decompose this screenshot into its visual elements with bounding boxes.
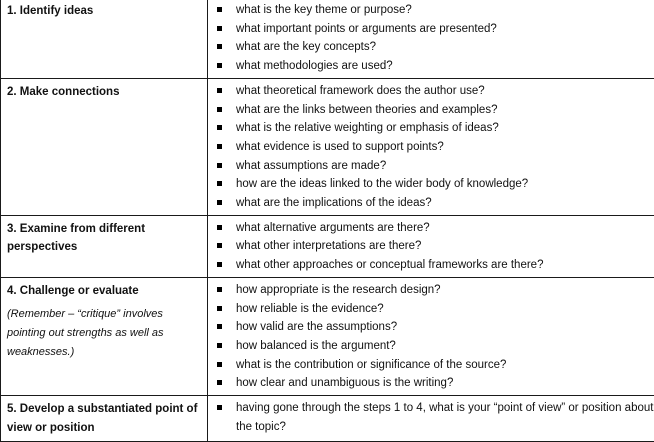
- step-title: 3. Examine from different perspectives: [7, 220, 201, 257]
- step-row: [1, 215, 654, 277]
- question-text: what theoretical framework does the author use?: [236, 85, 485, 97]
- question-text: what are the implications of the ideas?: [236, 197, 432, 209]
- question-item: [214, 101, 654, 120]
- square-bullet-icon: [217, 262, 222, 267]
- question-item: [214, 38, 654, 57]
- question-text: what assumptions are made?: [236, 160, 386, 172]
- question-item: [214, 82, 654, 101]
- square-bullet-icon: [217, 306, 222, 311]
- question-list: [214, 219, 654, 275]
- question-text: how balanced is the argument?: [236, 340, 396, 352]
- question-list: [214, 1, 654, 76]
- square-bullet-icon: [217, 343, 222, 348]
- question-text: what evidence is used to support points?: [236, 141, 444, 153]
- square-bullet-icon: [217, 380, 222, 385]
- question-item: [214, 256, 654, 275]
- square-bullet-icon: [217, 243, 222, 248]
- question-text: what are the key concepts?: [236, 41, 376, 53]
- square-bullet-icon: [217, 7, 222, 12]
- questions-cell: [208, 0, 654, 78]
- questions-cell: [208, 78, 654, 215]
- step-title: 5. Develop a substantiated point of view or position: [7, 400, 201, 437]
- question-text: what is the contribution or significance of the source?: [236, 359, 506, 371]
- step-row: [1, 277, 654, 395]
- question-list: [214, 281, 654, 393]
- step-cell: [1, 0, 208, 78]
- step-title: 2. Make connections: [7, 83, 201, 102]
- step-cell: [1, 396, 208, 442]
- square-bullet-icon: [217, 405, 222, 410]
- questions-cell: [208, 277, 654, 395]
- question-list: [214, 82, 654, 213]
- question-item: [214, 138, 654, 157]
- square-bullet-icon: [217, 324, 222, 329]
- question-text: how valid are the assumptions?: [236, 321, 397, 333]
- question-text: what is the key theme or purpose?: [236, 4, 412, 16]
- question-text: how clear and unambiguous is the writing?: [236, 377, 453, 389]
- question-text: how reliable is the evidence?: [236, 303, 384, 315]
- question-item: [214, 281, 654, 300]
- question-text: what alternative arguments are there?: [236, 222, 430, 234]
- question-item: [214, 57, 654, 76]
- square-bullet-icon: [217, 225, 222, 230]
- question-text: what important points or arguments are presented?: [236, 23, 497, 35]
- question-text: what other interpretations are there?: [236, 240, 421, 252]
- question-item: [214, 356, 654, 375]
- question-text: how are the ideas linked to the wider body of knowledge?: [236, 178, 528, 190]
- square-bullet-icon: [217, 88, 222, 93]
- square-bullet-icon: [217, 287, 222, 292]
- step-cell: [1, 277, 208, 395]
- question-item: [214, 300, 654, 319]
- step-row: [1, 396, 654, 442]
- step-cell: [1, 215, 208, 277]
- question-item: [214, 399, 654, 436]
- question-item: [214, 318, 654, 337]
- question-text: having gone through the steps 1 to 4, what is your “point of view” or position about the topic?: [236, 402, 653, 433]
- questions-cell: [208, 396, 654, 442]
- question-text: what are the links between theories and examples?: [236, 104, 497, 116]
- step-cell: [1, 78, 208, 215]
- square-bullet-icon: [217, 144, 222, 149]
- square-bullet-icon: [217, 107, 222, 112]
- question-item: [214, 219, 654, 238]
- square-bullet-icon: [217, 163, 222, 168]
- step-row: [1, 78, 654, 215]
- question-item: [214, 175, 654, 194]
- square-bullet-icon: [217, 181, 222, 186]
- question-item: [214, 337, 654, 356]
- question-text: what is the relative weighting or emphasis of ideas?: [236, 122, 499, 134]
- square-bullet-icon: [217, 362, 222, 367]
- question-item: [214, 194, 654, 213]
- step-title: 1. Identify ideas: [7, 2, 201, 21]
- question-item: [214, 1, 654, 20]
- question-text: how appropriate is the research design?: [236, 284, 441, 296]
- square-bullet-icon: [217, 44, 222, 49]
- question-item: [214, 157, 654, 176]
- question-item: [214, 374, 654, 393]
- question-item: [214, 237, 654, 256]
- square-bullet-icon: [217, 200, 222, 205]
- square-bullet-icon: [217, 26, 222, 31]
- questions-cell: [208, 215, 654, 277]
- question-text: what methodologies are used?: [236, 60, 393, 72]
- step-note: (Remember – “critique” involves pointing out strengths as well as weaknesses.): [7, 305, 201, 362]
- square-bullet-icon: [217, 125, 222, 130]
- question-list: [214, 399, 654, 436]
- square-bullet-icon: [217, 63, 222, 68]
- step-row: [1, 0, 654, 78]
- question-text: what other approaches or conceptual frameworks are there?: [236, 259, 543, 271]
- question-item: [214, 20, 654, 39]
- question-item: [214, 119, 654, 138]
- step-title: 4. Challenge or evaluate: [7, 282, 201, 301]
